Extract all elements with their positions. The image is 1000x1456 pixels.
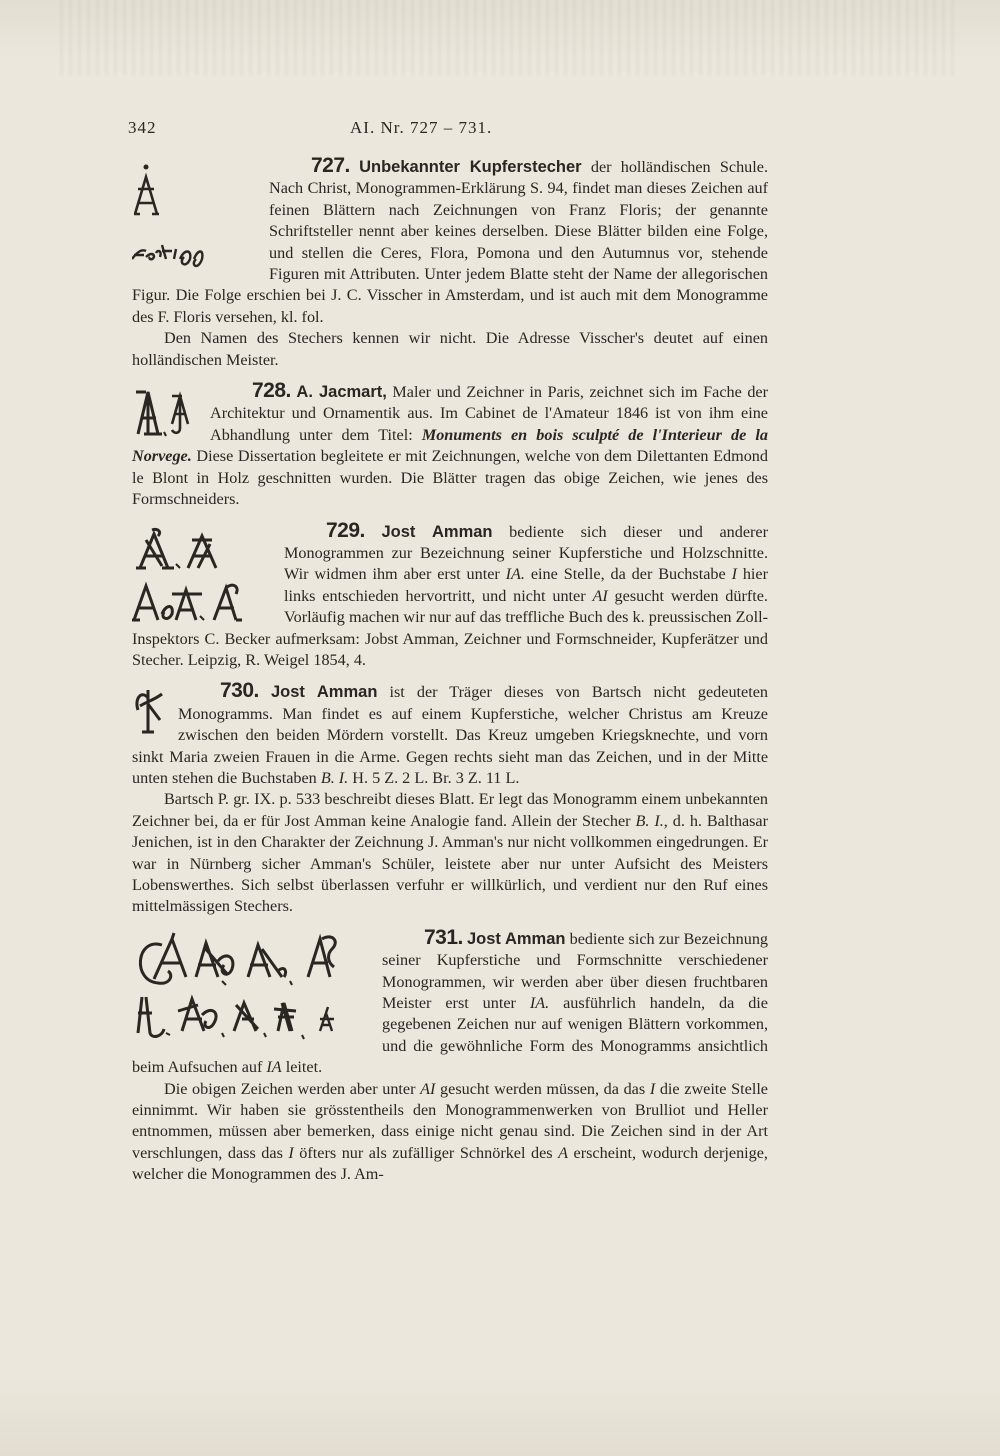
letter-mark: I [731, 565, 737, 584]
monogram-731 [132, 931, 370, 1041]
entry-text: bediente sich dieser und anderer Monogrammen zur Bezeichnung seiner Kupferstiche und Holzschnitte. Wir widmen ihm aber erst unter [284, 522, 768, 584]
monogram-730-image [132, 684, 166, 736]
letter-mark: IA [266, 1058, 282, 1077]
monogram-727-image [132, 159, 257, 279]
entry-text: Maler und Zeichner in Paris, zeichnet sich im Fache der Architektur und Ornamentik aus. Im Cabinet de l'Amateur 1846 ist von ihm eine Abhandlung unter dem Titel: [210, 383, 769, 444]
letter-mark: IA. [505, 565, 525, 584]
letter-mark: B. I. [635, 811, 664, 830]
letter-mark: A [558, 1143, 569, 1162]
monogram-728 [132, 384, 198, 440]
entry-text: eine Stelle, da der Buchstabe [524, 565, 732, 584]
letter-mark: I [288, 1143, 294, 1162]
letter-mark: B. I. [320, 768, 349, 787]
entry-text: gesucht werden dürfte. Vorläufig machen wir nur auf das treffliche Buch des k. preussischen Zoll-Inspektors C. Becker aufmerksam: Jobst Amman, Zeichner und Formschneider, Kupferätzer und Stecher. Leipzig, R. Weigel 1854, 4. [132, 586, 768, 669]
letter-mark: AI [592, 586, 608, 605]
bleed-through-texture [60, 0, 960, 75]
entry-text: leitet. [281, 1058, 323, 1077]
entry-728-paragraph-1 [132, 380, 768, 510]
entry-number: 729. [326, 518, 365, 542]
monogram-729 [132, 524, 272, 624]
entry-731 [132, 927, 768, 1186]
monogram-729-image [132, 524, 272, 624]
entry-number: 731. [424, 925, 463, 949]
entry-727-paragraph-2: Den Namen des Stechers kennen wir nicht. Die Adresse Visscher's deutet auf einen holländischen Meister. [132, 329, 768, 369]
entry-name: Jost Amman [270, 683, 378, 702]
entry-text: hier links entschieden hervortritt, und nicht unter [284, 565, 769, 605]
entry-text: H. 5 Z. 2 L. Br. 3 Z. 11 L. [348, 768, 520, 787]
entry-number: 727. [311, 154, 350, 177]
entry-text: Diese Dissertation begleitete er mit Zeichnungen, welche von dem Dilettanten Edmond le Blont in Holz geschnitten wurden. Die Blätter tragen das obige Zeichen, wie jenes des Formschneiders. [132, 447, 768, 509]
entry-number: 730. [220, 679, 259, 703]
entry-text: , d. h. Balthasar Jenichen, ist in den Charakter der Zeichnung J. Amman's nur nicht vollkommen eingedrungen. Er war in Nürnberg sicher Amman's Schüler, leistete aber nur unter Aufsicht des Meisters Lobenswerthes. Sich selbst überlassen verfuhr er willkürlich, und verdient nur den Ruf eines mittelmässigen Stechers. [132, 811, 768, 916]
entry-text: Die obigen Zeichen werden aber unter [164, 1079, 421, 1098]
title-italic: Monuments en bois sculpté de l'Interieur de la Norvege. [132, 425, 768, 466]
entry-text: ist der Träger dieses von Bartsch nicht gedeuteten Monogramms. Man findet es auf einem Kupferstiche, welcher Christus am Kreuze zwischen den beiden Mördern vorstellt. Das Kreuz umgeben Kriegsknechte, und vorn sinkt Maria zweien Frauen in die Arme. Gegen rechts sieht man das Zeichen, und in der Mitte unten stehen die Buchstaben [132, 683, 769, 787]
entry-729 [132, 520, 768, 672]
page-number: 342 [128, 118, 157, 137]
entry-text: die zweite Stelle einnimmt. Wir haben sie grösstentheils den Monogrammenwerken von Brulliot und Heller entnommen, müssen aber bemerken, dass einige nicht genau sind. Die Zeichen sind in der Art verschlungen, dass das [132, 1079, 768, 1162]
monogram-728-image [132, 384, 198, 440]
entry-text: der holländischen Schule. Nach Christ, Monogrammen-Erklärung S. 94, findet man dieses Zeichen auf feinen Blättern nach Zeichnungen von Franz Floris; der genannte Schriftsteller nennt aber keines derselben. Diese Blätter bilden eine Folge, und stellen die Ceres, Flora, Pomona und den Autumnus vor, stehende Figuren mit Attributen. Unter jedem Blatte steht der Name der allegorischen Figur. Die Folge erschien bei J. C. Visscher in Amsterdam, und ist auch mit dem Monogramme des F. Floris versehen, kl. fol. [132, 158, 768, 326]
monogram-727 [132, 159, 257, 279]
entry-text: erscheint, wodurch derjenige, welcher die Monogrammen des J. Am- [132, 1143, 768, 1184]
entry-name: Jost Amman [467, 929, 566, 948]
entry-730-paragraph-1 [132, 680, 768, 789]
page-body [132, 155, 768, 1195]
entry-name: A. Jacmart, [296, 383, 387, 402]
entry-727 [132, 155, 768, 371]
entry-name: Unbekannter Kupferstecher [359, 158, 582, 176]
letter-mark: IA. [529, 994, 550, 1013]
entry-name: Jost Amman [381, 522, 493, 541]
entry-730-paragraph-2 [132, 789, 768, 917]
entry-731-paragraph-2 [132, 1079, 768, 1186]
entry-728 [132, 380, 768, 510]
monogram-731-image [132, 931, 370, 1041]
running-head: AI. Nr. 727 – 731. [350, 118, 493, 137]
entry-text: bediente sich zur Bezeichnung seiner Kupferstiche und Formschnitte verschiedener Monogrammen, wir werden aber über diesen fruchtbaren Meister erst unter [382, 929, 769, 1013]
letter-mark: AI [420, 1079, 436, 1098]
entry-text: ausführlich handeln, da die gegebenen Zeichen nur auf wenigen Blättern vorkommen, und die gewöhnliche Form des Monogramms ansichtlich beim Aufsuchen auf [132, 994, 768, 1077]
entry-number: 728. [252, 379, 291, 403]
letter-mark: I [649, 1079, 656, 1098]
entry-text: Bartsch P. gr. IX. p. 533 beschreibt dieses Blatt. Er legt das Monogramm einem unbekannten Zeichner bei, da er für Jost Amman keine Analogie fand. Allein der Stecher [132, 790, 768, 830]
entry-text: gesucht werden müssen, da das [435, 1079, 650, 1098]
monogram-730 [132, 684, 166, 736]
entry-730 [132, 680, 768, 917]
entry-text: öfters nur als zufälliger Schnörkel des [293, 1143, 559, 1162]
